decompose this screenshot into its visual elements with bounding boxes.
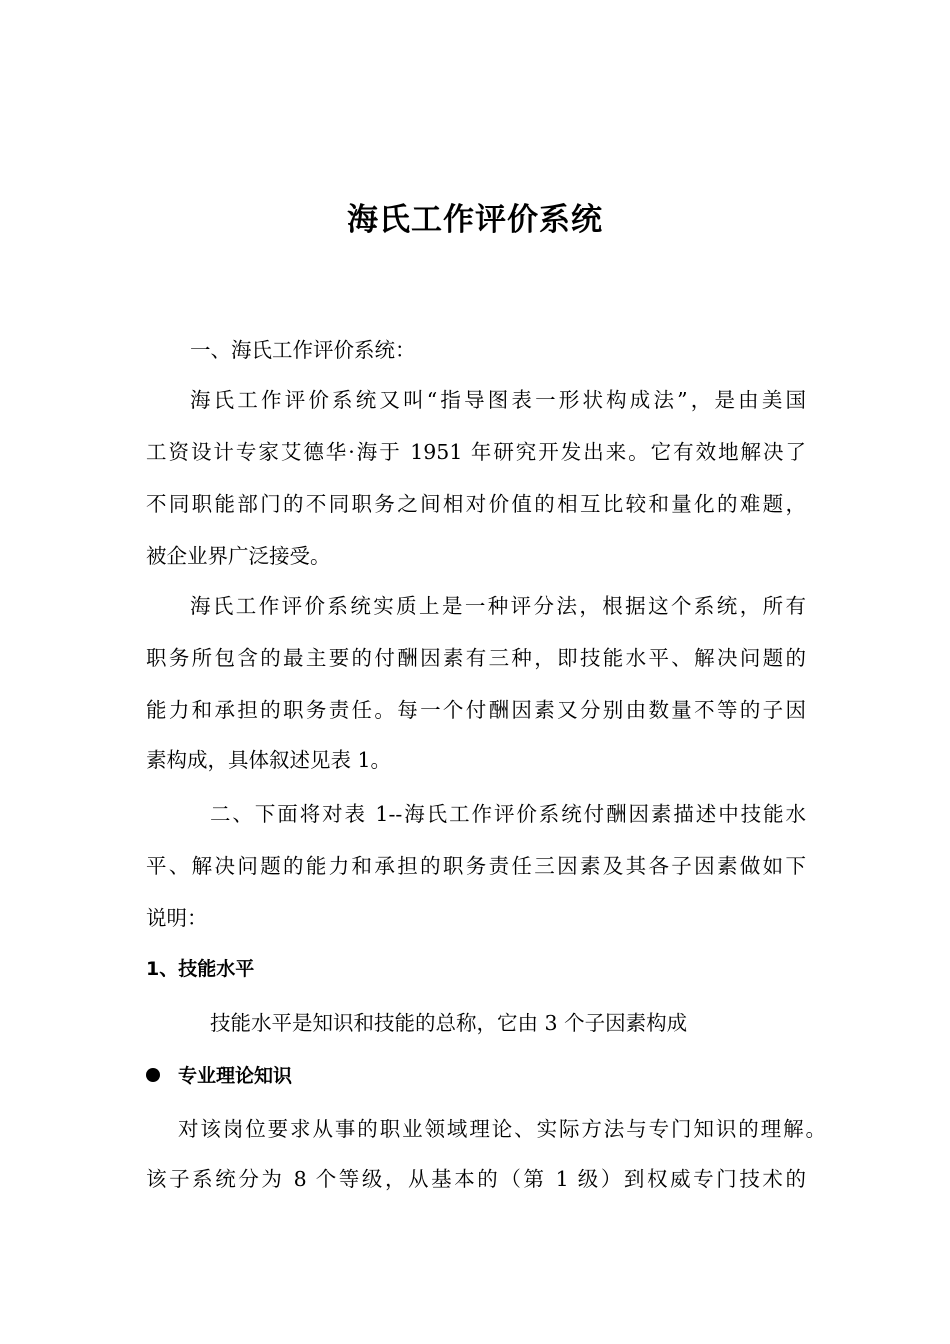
paragraph-line: 职务所包含的最主要的付酬因素有三种，即技能水平、解决问题的 bbox=[146, 646, 806, 670]
paragraph-line: 平、解决问题的能力和承担的职务责任三因素及其各子因素做如下 bbox=[146, 854, 806, 878]
section-heading-1: 一、海氏工作评价系统： bbox=[190, 338, 416, 362]
bullet-heading bbox=[146, 1061, 292, 1091]
paragraph-line: 工资设计专家艾德华·海于 1951 年研究开发出来。它有效地解决了 bbox=[146, 440, 806, 464]
paragraph-line: 能力和承担的职务责任。每一个付酬因素又分别由数量不等的子因 bbox=[146, 698, 806, 722]
paragraph-line: 说明： bbox=[146, 906, 208, 930]
paragraph-line: 不同职能部门的不同职务之间相对价值的相互比较和量化的难题， bbox=[146, 492, 806, 516]
paragraph-line: 该子系统分为 8 个等级，从基本的（第 1 级）到权威专门技术的 bbox=[146, 1167, 806, 1191]
paragraph-line: 海氏工作评价系统又叫“指导图表一形状构成法”，是由美国 bbox=[190, 388, 806, 412]
paragraph-line: 二、下面将对表 1--海氏工作评价系统付酬因素描述中技能水 bbox=[210, 802, 806, 826]
paragraph-line: 素构成，具体叙述见表 1。 bbox=[146, 748, 392, 772]
paragraph-line: 对该岗位要求从事的职业领域理论、实际方法与专门知识的理解。 bbox=[178, 1117, 826, 1141]
paragraph-line: 被企业界广泛接受。 bbox=[146, 544, 331, 568]
document-title: 海氏工作评价系统 bbox=[347, 202, 603, 238]
bullet-icon bbox=[146, 1068, 160, 1082]
paragraph-line: 海氏工作评价系统实质上是一种评分法，根据这个系统，所有 bbox=[190, 594, 806, 618]
paragraph-line: 技能水平是知识和技能的总称，它由 3 个子因素构成 bbox=[210, 1011, 688, 1035]
section-heading-skill: 1、技能水平 bbox=[146, 958, 255, 980]
bullet-heading-text: 专业理论知识 bbox=[178, 1065, 293, 1087]
